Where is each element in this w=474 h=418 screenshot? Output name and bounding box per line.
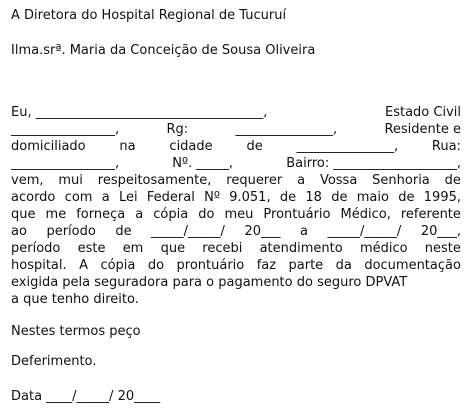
body-line-1: Eu, ___________________________________, Estado Civil <box>11 105 461 120</box>
closing-terms: Nestes termos peço <box>11 324 141 339</box>
closing-deferment: Deferimento. <box>11 354 97 369</box>
body-line-6: acordo com a Lei Federal Nº 9.051, de 18 de maio de 1995, <box>11 190 461 205</box>
recipient-line: A Diretora do Hospital Regional de Tucuruí <box>11 8 287 23</box>
body-line-11: exigida pela seguradora para o pagamento do seguro DPVAT <box>11 275 408 290</box>
body-line-12: a que tenho direito. <box>11 292 139 307</box>
body-line-10: hospital. A cópia do prontuário faz parte da documentação <box>11 258 461 273</box>
addressee-line: Ilma.srª. Maria da Conceição de Sousa Oliveira <box>11 43 316 58</box>
body-line-9: período este em que recebi atendimento médico neste <box>11 241 461 256</box>
body-line-3: domiciliado na cidade de _______________, Rua: <box>11 139 461 154</box>
date-line: Data ____/_____/ 20____ <box>11 389 161 404</box>
body-line-7: que me forneça a cópia do meu Prontuário Médico, referente <box>11 207 461 222</box>
body-line-4: ________________, Nº. _____, Bairro: ___________________, <box>11 156 461 171</box>
body-line-2: ________________, Rg: _______________, Residente e <box>11 122 461 137</box>
body-line-5: vem, mui respeitosamente, requerer a Vossa Senhoria de <box>11 173 461 188</box>
body-line-8: ao período de _____/_____/ 20___ a _____/_____/ 20___, <box>11 224 461 239</box>
